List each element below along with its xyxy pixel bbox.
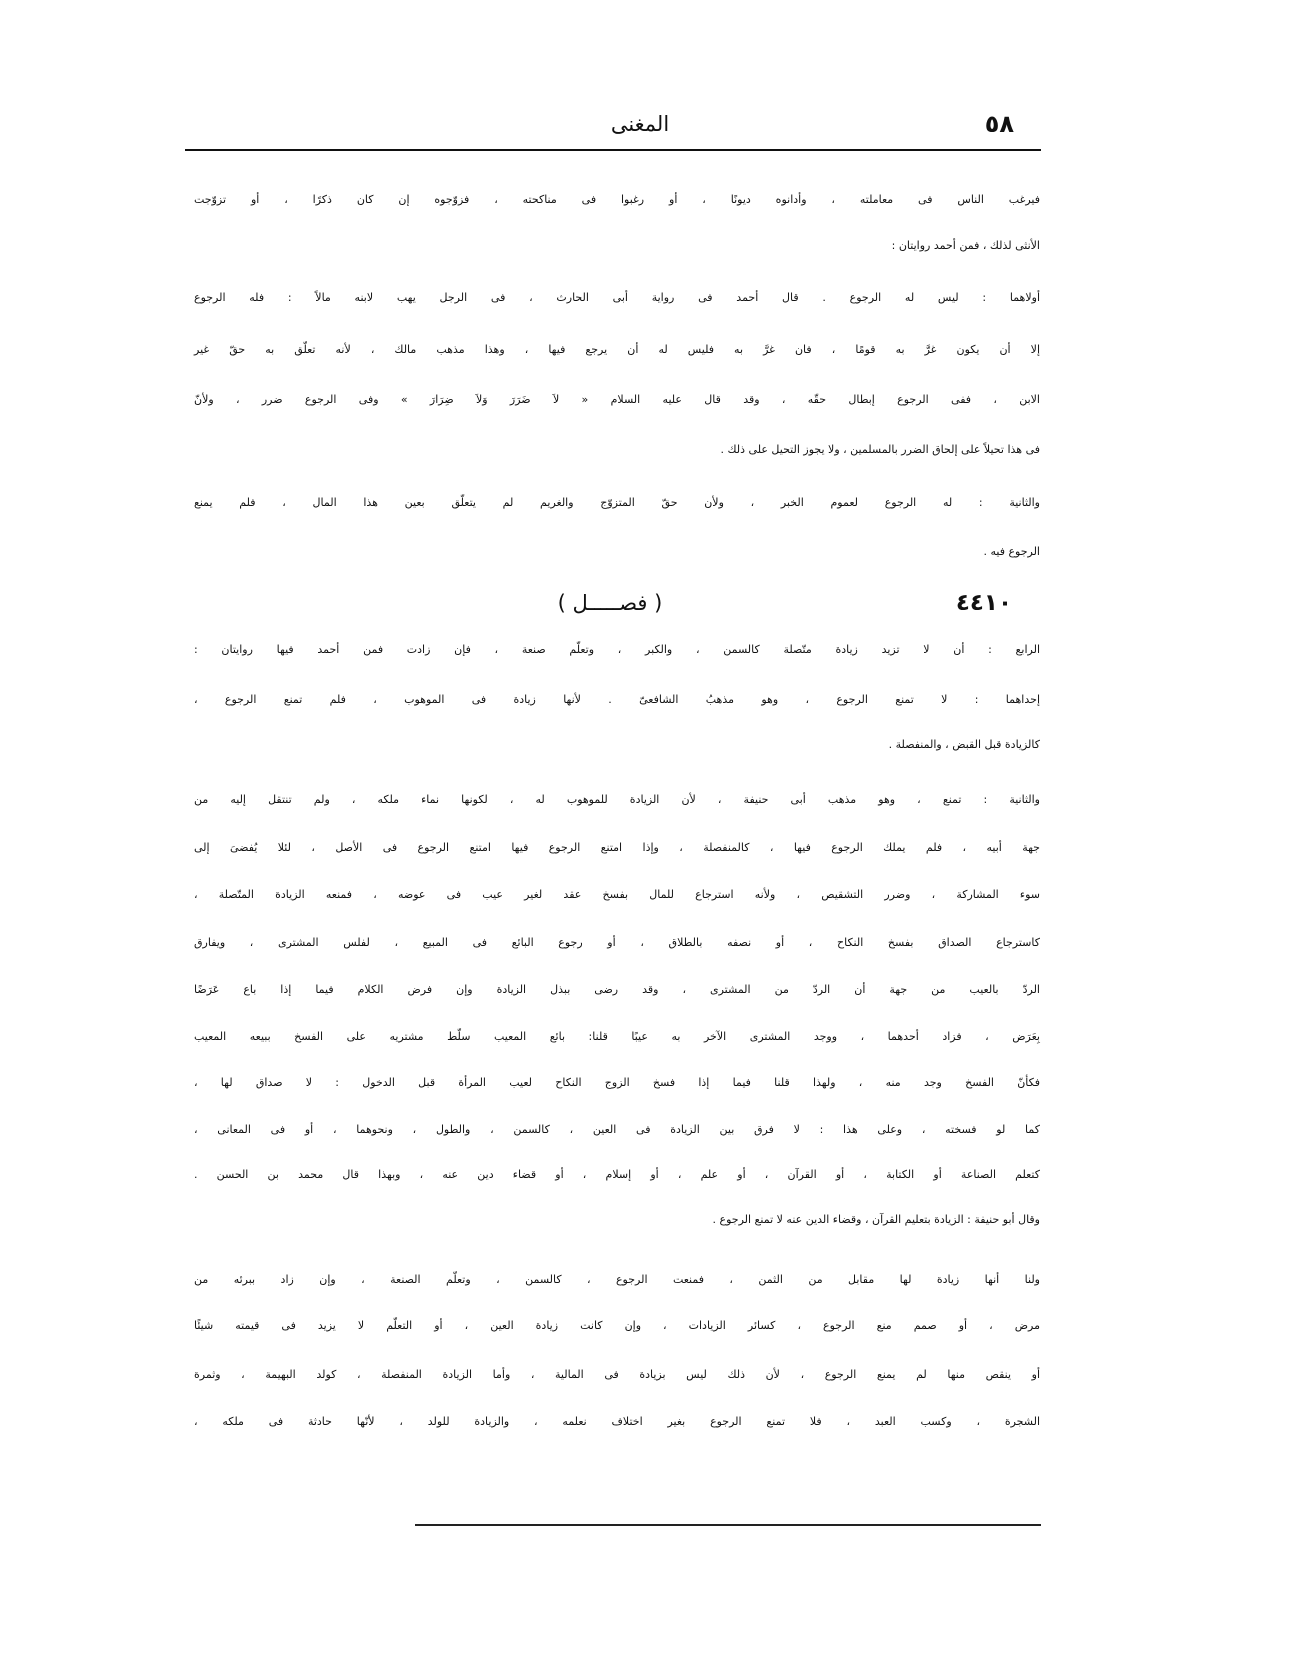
- text-line: فكأنّ الفسخ وجد منه ، ولهذا قلنا فيما إذا فسخ الزوج النكاح لعيب المرأة قبل الدخول : لا صداق لها ،: [194, 1076, 1040, 1089]
- header-rule: [185, 149, 1041, 151]
- section-number: ٤٤١٠: [955, 590, 1012, 616]
- text-line: إلا أن يكون غرَّ به قومًا ، فان غرَّ به فليس له أن يرجع فيها ، وهذا مذهب مالك ، لأنه تعلّق به حقّ غير: [194, 343, 1040, 356]
- text-line: فى هذا تحيلاً على إلحاق الضرر بالمسلمين ، ولا يجوز التحيل على ذلك .: [720, 443, 1040, 456]
- text-line: والثانية : له الرجوع لعموم الخبر ، ولأن حقّ المتزوّج والغريم لم يتعلّق بعين هذا المال ، فلم يمنع: [194, 496, 1040, 509]
- text-line: كاسترجاع الصداق بفسخ النكاح ، أو نصفه بالطلاق ، أو رجوع البائع فى المبيع ، لفلس المشترى ، ويفارق: [194, 936, 1040, 949]
- text-line: سوء المشاركة ، وضرر التشقيص ، ولأنه استرجاع للمال بفسخ عقد لغير عيب فى عوضه ، فمنعه الزيادة المتّصلة ،: [194, 888, 1040, 901]
- text-line: ولنا أنها زيادة لها مقابل من الثمن ، فمنعت الرجوع ، كالسمن ، وتعلّم الصنعة ، وإن زاد ببرئه من: [194, 1273, 1040, 1286]
- text-line: والثانية : تمنع ، وهو مذهب أبى حنيفة ، لأن الزيادة للموهوب له ، لكونها نماء ملكه ، ولم تنتقل إليه من: [194, 793, 1040, 806]
- text-line: الابن ، ففى الرجوع إبطال حقّه ، وقد قال عليه السلام « لاَ ضَرَرَ وَلاَ ضِرَارَ » وفى الرجوع ضرر ، ولأنّ: [194, 393, 1040, 406]
- text-line: الردّ بالعيب من جهة أن الردّ من المشترى ، وقد رضى ببذل الزيادة وإن فرض الكلام فيما إذا باع عَرَضًا: [194, 983, 1040, 996]
- text-line: كما لو فسخته ، وعلى هذا : لا فرق بين الزيادة فى العين ، كالسمن ، والطول ، ونحوهما ، أو فى المعانى ،: [194, 1123, 1040, 1136]
- text-line: جهة أبيه ، فلم يملك الرجوع فيها ، كالمنفصلة ، وإذا امتنع الرجوع فيها امتنع الرجوع فى الأصل ، لئلا يُفضىَ إلى: [194, 841, 1040, 854]
- text-line: الشجرة ، وكسب العبد ، فلا تمنع الرجوع بغير اختلاف نعلمه ، والزيادة للولد ، لأنّها حادثة فى ملكه ،: [194, 1415, 1040, 1428]
- text-line: كتعلم الصناعة أو الكتابة ، أو القرآن ، أو علم ، أو إسلام ، أو قضاء دين عنه ، وبهذا قال محمد بن الحسن .: [194, 1168, 1040, 1181]
- text-line: الأنثى لذلك ، فمن أحمد روايتان :: [891, 239, 1040, 252]
- page-number: ٥٨: [984, 110, 1014, 138]
- text-line: إحداهما : لا تمنع الرجوع ، وهو مذهبُ الشافعىّ . لأنها زيادة فى الموهوب ، فلم تمنع الرجوع ،: [194, 693, 1040, 706]
- text-line: فيرغب الناس فى معاملته ، وأدانوه ديونًا ، أو رغبوا فى مناكحته ، فزوّجوه إن كان ذكرًا ، أو تزوّجت: [194, 193, 1040, 206]
- text-line: بِعَرَض ، فزاد أحدهما ، ووجد المشترى الآخر به عيبًا قلنا: بائع المعيب سلّط مشتريه على الفسخ ببيعه المعيب: [194, 1030, 1040, 1043]
- text-line: أولاهما : ليس له الرجوع . قال أحمد فى رواية أبى الحارث ، فى الرجل يهب لابنه مالاً : فله الرجوع: [194, 291, 1040, 304]
- text-line: كالزيادة قبل القبض ، والمنفصلة .: [888, 738, 1040, 751]
- text-line: الرابع : أن لا تزيد زيادة متّصلة كالسمن ، والكبر ، وتعلّم صنعة ، فإن زادت فمن أحمد فيها روايتان :: [194, 643, 1040, 656]
- text-line: أو ينقص منها لم يمنع الرجوع ، لأن ذلك ليس بزيادة فى المالية ، وأما الزيادة المنفصلة ، كولد البهيمة ، وثمرة: [194, 1368, 1040, 1381]
- text-line: وقال أبو حنيفة : الزيادة بتعليم القرآن ، وقضاء الدين عنه لا تمنع الرجوع .: [712, 1213, 1040, 1226]
- running-title: المغنى: [610, 112, 670, 136]
- text-line: مرض ، أو صمم منع الرجوع ، كسائر الزيادات ، وإن كانت زيادة العين ، أو التعلّم لا يزيد فى قيمته شيئًا: [194, 1319, 1040, 1332]
- section-heading: ( فصـــــل ): [557, 591, 663, 615]
- text-line: الرجوع فيه .: [983, 545, 1040, 558]
- footer-rule: [415, 1524, 1041, 1526]
